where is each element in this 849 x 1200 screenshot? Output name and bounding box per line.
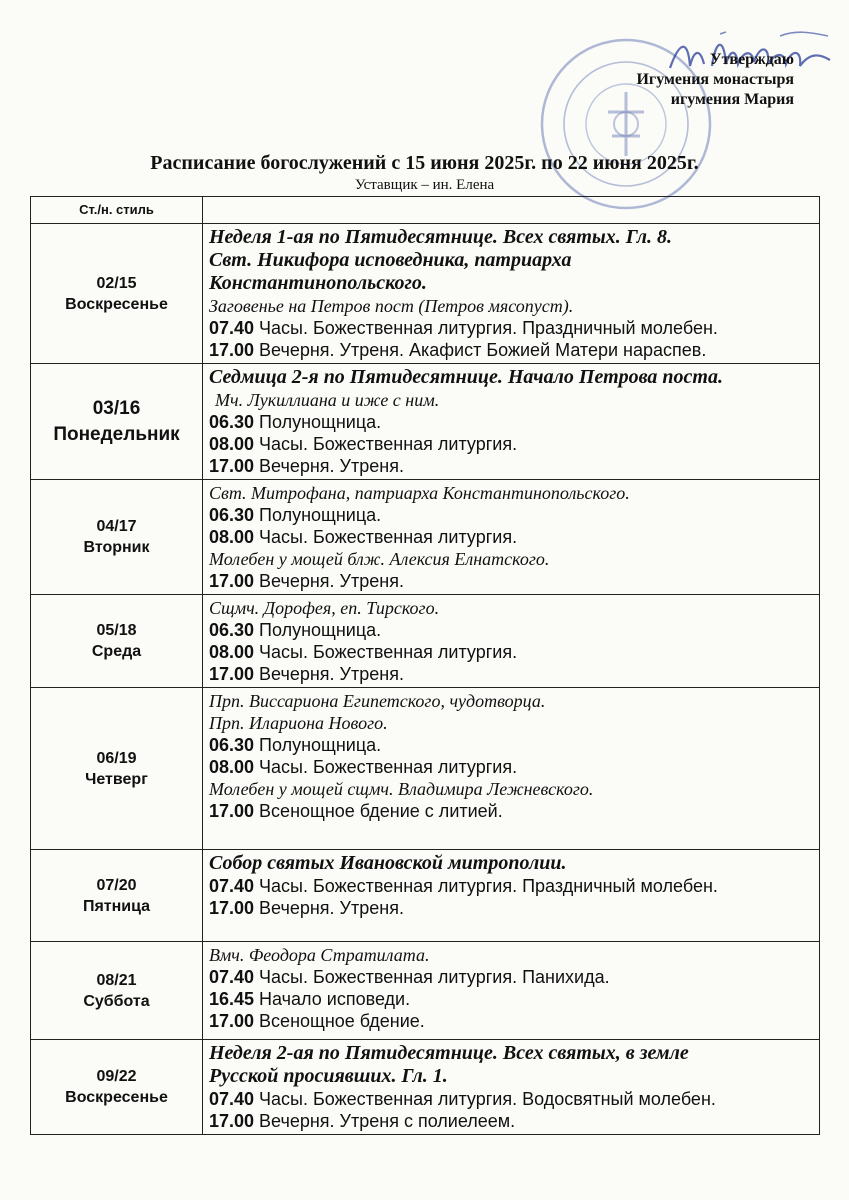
day-weekday: Понедельник: [53, 423, 180, 445]
entries-cell: [203, 942, 820, 1040]
feast-title: Собор святых Ивановской митрополии.: [209, 852, 567, 874]
commemoration: Свт. Митрофана, патриарха Константинопольского.: [209, 483, 630, 503]
service-time: 06.30: [209, 505, 255, 525]
service-entry: [209, 433, 819, 455]
schedule-row: [31, 850, 820, 942]
service-time: 08.00: [209, 434, 255, 454]
day-date: 03/16: [92, 397, 141, 419]
page-subtitle: Уставщик – ин. Елена: [354, 177, 495, 193]
service-entry: [209, 526, 819, 548]
commemoration: Мч. Лукиллиана и иже с ним.: [215, 390, 440, 410]
day-weekday: Среда: [91, 643, 142, 660]
day-date: 04/17: [96, 518, 137, 535]
day-date: 07/20: [96, 876, 137, 894]
service-time: 17.00: [209, 898, 255, 918]
service-text: Полунощница.: [254, 412, 382, 432]
approval-line: Утверждаю: [709, 51, 794, 68]
service-entry: [209, 897, 819, 919]
service-text: Полунощница.: [254, 735, 382, 755]
service-time: 17.00: [209, 571, 255, 591]
service-time: 17.00: [209, 801, 255, 821]
day-cell: [31, 688, 203, 850]
service-text: Всенощное бдение с литией.: [254, 801, 503, 821]
service-entry: [209, 619, 819, 641]
service-entry: [209, 663, 819, 685]
feast-title: Неделя 2-ая по Пятидесятнице. Всех святых, в земле: [209, 1042, 689, 1064]
service-time: 07.40: [209, 876, 255, 896]
service-entry: [209, 988, 819, 1010]
day-cell: [31, 942, 203, 1040]
day-cell: [31, 224, 203, 364]
schedule-row: [31, 688, 820, 850]
service-time: 07.40: [209, 318, 255, 338]
commemoration: Молебен у мощей сщмч. Владимира Лежневского.: [209, 779, 594, 799]
service-text: Вечерня. Утреня. Акафист Божией Матери нараспев.: [254, 340, 707, 360]
day-date: 05/18: [96, 622, 137, 639]
entries-cell: [203, 595, 820, 688]
service-text: Вечерня. Утреня с полиелеем.: [254, 1111, 516, 1131]
service-entry: [209, 504, 819, 526]
service-entry: [209, 411, 819, 433]
day-date: 08/21: [96, 971, 137, 989]
service-text: Вечерня. Утреня.: [254, 664, 404, 684]
service-entry: [209, 317, 819, 339]
approval-block: [636, 50, 794, 110]
commemoration: Заговенье на Петров пост (Петров мясопуст).: [209, 296, 574, 316]
service-time: 06.30: [209, 620, 255, 640]
day-cell: [31, 480, 203, 595]
day-cell: [31, 850, 203, 942]
service-text: Часы. Божественная литургия.: [254, 642, 518, 662]
entries-cell: [203, 224, 820, 364]
column-header-style: Ст./н. стиль: [31, 197, 203, 224]
service-entry: [209, 756, 819, 778]
service-text: Часы. Божественная литургия. Праздничный молебен.: [254, 318, 718, 338]
column-header-empty: [203, 197, 820, 224]
schedule-table: [30, 196, 820, 1135]
service-text: Часы. Божественная литургия. Панихида.: [254, 967, 610, 987]
approval-line: игумения Мария: [670, 91, 794, 108]
service-text: Часы. Божественная литургия.: [254, 434, 518, 454]
commemoration: Вмч. Феодора Стратилата.: [209, 945, 430, 965]
schedule-row: [31, 224, 820, 364]
page-title: Расписание богослужений с 15 июня 2025г. по 22 июня 2025г.: [150, 152, 699, 174]
service-time: 17.00: [209, 456, 255, 476]
service-text: Часы. Божественная литургия. Водосвятный молебен.: [254, 1089, 716, 1109]
service-time: 07.40: [209, 1089, 255, 1109]
service-time: 17.00: [209, 340, 255, 360]
entries-cell: [203, 688, 820, 850]
service-time: 06.30: [209, 735, 255, 755]
day-weekday: Воскресенье: [65, 295, 168, 313]
service-time: 06.30: [209, 412, 255, 432]
schedule-row: [31, 1040, 820, 1135]
feast-title: Седмица 2-я по Пятидесятнице. Начало Петрова поста.: [209, 366, 723, 388]
commemoration: Сщмч. Дорофея, еп. Тирского.: [209, 598, 440, 618]
day-weekday: Суббота: [83, 992, 150, 1010]
day-date: 06/19: [96, 749, 137, 767]
service-entry: [209, 734, 819, 756]
service-time: 16.45: [209, 989, 255, 1009]
service-text: Всенощное бдение.: [254, 1011, 425, 1031]
schedule-row: [31, 480, 820, 595]
approval-line: Игумения монастыря: [636, 71, 794, 88]
service-text: Полунощница.: [254, 505, 382, 525]
commemoration: Прп. Виссариона Египетского, чудотворца.: [209, 691, 546, 711]
feast-title: Русской просиявших. Гл. 1.: [209, 1065, 448, 1087]
feast-title: Неделя 1-ая по Пятидесятнице. Всех святых. Гл. 8.: [209, 226, 673, 248]
service-text: Вечерня. Утреня.: [254, 456, 404, 476]
feast-title: Свт. Никифора исповедника, патриарха: [209, 249, 572, 271]
day-cell: [31, 364, 203, 480]
service-entry: [209, 570, 819, 592]
service-entry: [209, 1088, 819, 1110]
service-entry: [209, 641, 819, 663]
service-entry: [209, 339, 819, 361]
service-text: Начало исповеди.: [254, 989, 411, 1009]
entries-cell: [203, 364, 820, 480]
service-text: Вечерня. Утреня.: [254, 898, 404, 918]
service-text: Вечерня. Утреня.: [254, 571, 404, 591]
day-weekday: Пятница: [82, 897, 151, 915]
service-time: 08.00: [209, 642, 255, 662]
entries-cell: [203, 1040, 820, 1135]
day-cell: [31, 1040, 203, 1135]
service-time: 07.40: [209, 967, 255, 987]
service-text: Часы. Божественная литургия.: [254, 527, 518, 547]
service-time: 17.00: [209, 1011, 255, 1031]
day-weekday: Вторник: [83, 539, 150, 556]
service-entry: [209, 455, 819, 477]
service-entry: [209, 1110, 819, 1132]
day-weekday: Воскресенье: [65, 1089, 168, 1106]
service-entry: [209, 800, 819, 822]
service-entry: [209, 1010, 819, 1032]
service-text: Часы. Божественная литургия.: [254, 757, 518, 777]
schedule-row: [31, 595, 820, 688]
service-text: Часы. Божественная литургия. Праздничный молебен.: [254, 876, 718, 896]
service-time: 08.00: [209, 527, 255, 547]
service-text: Полунощница.: [254, 620, 382, 640]
day-date: 02/15: [96, 274, 137, 292]
day-weekday: Четверг: [85, 770, 148, 788]
entries-cell: [203, 850, 820, 942]
schedule-row: [31, 364, 820, 480]
table-header-row: [31, 197, 820, 224]
day-date: 09/22: [96, 1068, 137, 1085]
commemoration: Прп. Илариона Нового.: [209, 713, 388, 733]
schedule-row: [31, 942, 820, 1040]
service-time: 17.00: [209, 1111, 255, 1131]
service-time: 08.00: [209, 757, 255, 777]
day-cell: [31, 595, 203, 688]
commemoration: Молебен у мощей блж. Алексия Елнатского.: [209, 549, 550, 569]
service-entry: [209, 875, 819, 897]
feast-title: Константинопольского.: [209, 272, 427, 294]
service-entry: [209, 966, 819, 988]
service-time: 17.00: [209, 664, 255, 684]
entries-cell: [203, 480, 820, 595]
